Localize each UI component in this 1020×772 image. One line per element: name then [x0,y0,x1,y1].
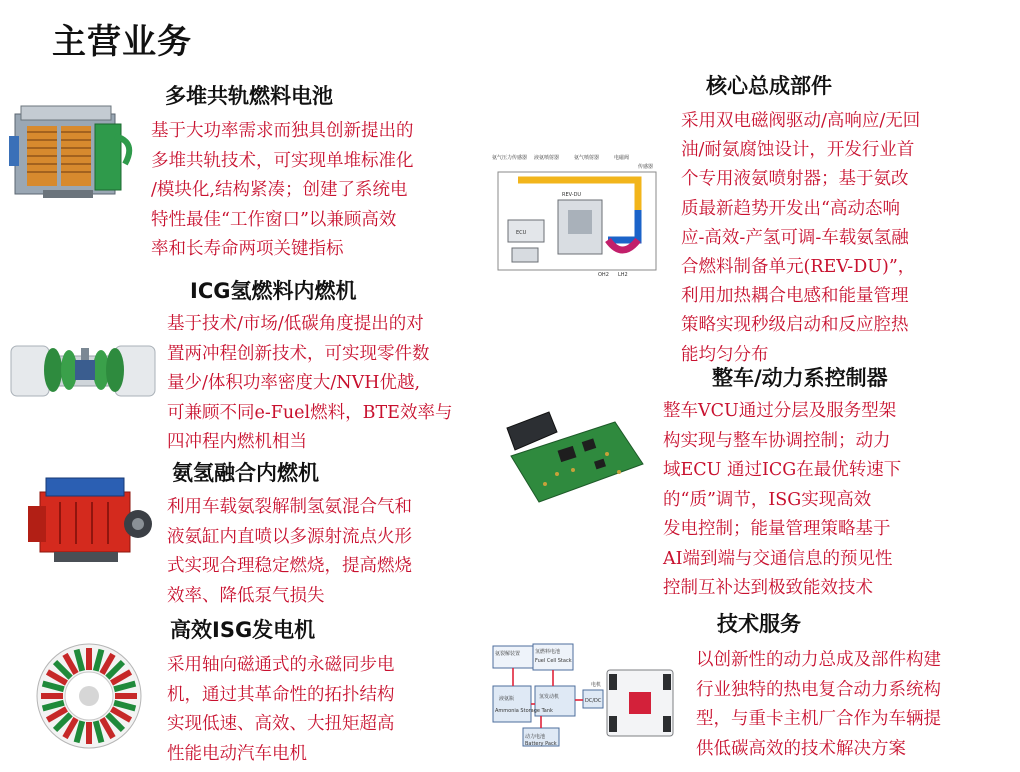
text-line: 置两冲程创新技术，可实现零件数 [167,343,430,364]
text-line: 控制互补达到极致能效技术 [663,578,873,598]
section-text-fuel-cell [151,117,414,265]
text-line: 采用双电磁阀驱动/高响应/无回 [681,111,921,131]
text-line: 多堆共轨技术，可实现单堆标准化 [151,150,414,171]
text-line: 式实现合理稳定燃烧，提高燃烧 [167,556,412,576]
diagram-label: 电磁阀 [614,155,630,161]
diagram-label: Ammonia Storage Tank [495,708,553,714]
section-text-ammonia-engine [167,493,412,611]
section-text-icg-engine [167,310,452,458]
section-title-ammonia-engine: 氨氢融合内燃机 [172,461,319,485]
text-line: 应-高效-产氢可调-车载氨氢融 [681,227,909,248]
section-title-isg: 高效ISG发电机 [170,618,316,642]
diagram-label: 液氨喷射器 [534,155,560,161]
section-text-isg [167,651,395,769]
text-line: 质最新趋势开发出“高动态响 [681,198,900,219]
text-line: 供低碳高效的技术解决方案 [696,738,906,759]
text-line: 以创新性的动力总成及部件构建 [696,650,941,670]
diagram-label: 氢发动机 [539,694,560,700]
text-line: /模块化,结构紧凑；创建了系统电 [151,180,408,200]
text-line: 策略实现秒级启动和反应腔热 [681,315,909,336]
text-line: 可兼顾不同e-Fuel燃料，BTE效率与 [167,402,453,423]
text-line: 利用车载氨裂解制氢氨混合气和 [167,497,412,517]
text-line: 液氨缸内直喷以多源射流点火形 [167,526,412,547]
text-line: 整车VCU通过分层及服务型架 [663,401,897,421]
text-line: AI端到端与交通信息的预见性 [663,548,893,569]
diagram-label: Fuel Cell Stack [535,658,572,664]
section-text-tech-service [696,646,941,764]
diagram-label: 液氨瓶 [499,696,515,702]
diagram-label: OH2 [598,272,609,278]
stator-slot [86,648,92,670]
diagram-label: 氨气压力传感器 [492,155,528,161]
text-line: 率和长寿命两项关键指标 [151,239,344,259]
text-line: 量少/体积功率密度大/NVH优越, [167,373,421,393]
text-line: 性能电动汽车电机 [167,743,307,764]
section-title-fuel-cell: 多堆共轨燃料电池 [165,84,333,108]
text-line: 能均匀分布 [681,344,769,365]
text-line: 域ECU 通过ICG在最优转速下 [663,460,902,480]
isg-generator-image [33,640,145,752]
text-line: 基于大功率需求而独具创新提出的 [151,121,414,141]
diagram-label: REV-DU [562,192,582,198]
controller-board-image [497,398,647,508]
diagram-label: 氨裂解装置 [495,651,521,657]
diagram-label: 电机 [591,682,602,688]
diagram-label: LH2 [618,272,628,278]
text-line: 实现低速、高效、大扭矩超高 [167,714,395,734]
text-line: 的“质”调节，ISG实现高效 [663,489,872,510]
fuel-cell-stack-image [3,96,141,206]
service-system-diagram [487,640,683,752]
section-text-core-assembly [681,107,920,370]
diagram-label: 氢燃料电池 [535,649,561,655]
text-line: 型，与重卡主机厂合作为车辆提 [696,709,941,729]
stator-slot [41,693,63,699]
section-title-tech-service: 技术服务 [717,612,801,636]
text-line: 采用轴向磁通式的永磁同步电 [167,655,395,675]
text-line: 个专用液氨喷射器；基于氨改 [681,169,909,190]
section-text-controller [663,397,901,604]
icg-engine-image [3,318,161,418]
section-title-controller: 整车/动力系控制器 [712,366,888,390]
diagram-label: 氨气喷射器 [574,155,600,161]
text-line: 构实现与整车协调控制；动力 [663,430,891,451]
text-line: 合燃料制备单元(REV-DU)”， [681,257,916,278]
text-line: 利用加热耦合电感和能量管理 [681,286,909,307]
text-line: 特性最佳“工作窗口”以兼顾高效 [151,209,397,230]
text-line: 发电控制；能量管理策略基于 [663,519,891,539]
section-title-core-assembly: 核心总成部件 [706,74,832,98]
diagram-label: 动力电池 [525,734,546,740]
stator-slot [86,722,92,744]
diagram-label: 传感器 [638,164,654,170]
section-title-icg-engine: ICG氢燃料内燃机 [190,279,357,303]
injector-system-diagram [488,150,672,280]
ammonia-hydrogen-engine-image [20,462,155,574]
text-line: 油/耐氨腐蚀设计，开发行业首 [681,140,915,161]
stator-slot [115,693,137,699]
page-title: 主营业务 [52,22,192,62]
diagram-label: Battery Pack [525,741,557,747]
text-line: 机，通过其革命性的拓扑结构 [167,684,395,705]
diagram-label: ECU [516,230,527,236]
text-line: 基于技术/市场/低碳角度提出的对 [167,314,424,334]
text-line: 效率、降低泵气损失 [167,585,325,606]
text-line: 四冲程内燃机相当 [167,432,307,452]
text-line: 行业独特的热电复合动力系统构 [696,679,941,700]
diagram-label: DC/DC [585,698,602,704]
